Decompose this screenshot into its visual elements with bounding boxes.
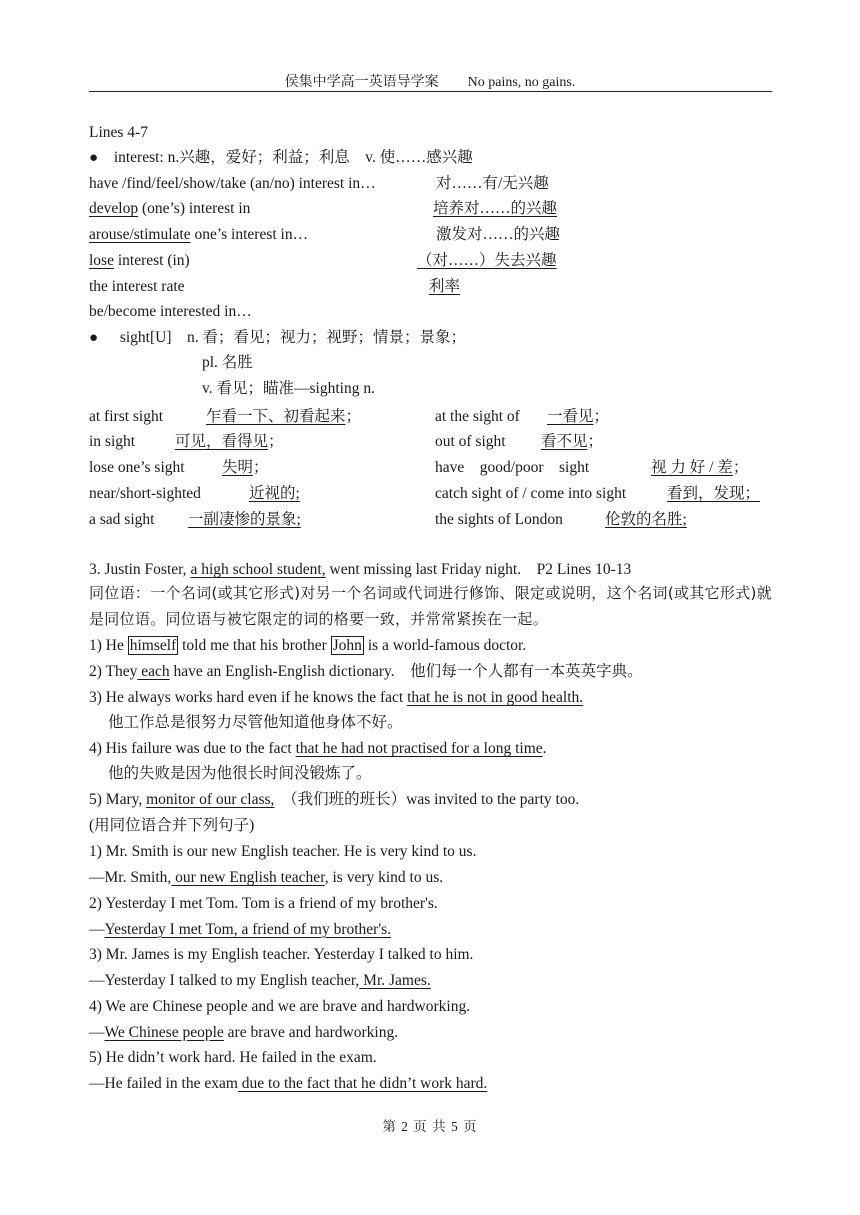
sight-meaning: 一看见 — [547, 408, 594, 425]
example-1 — [89, 636, 526, 656]
example-4-translation: 他的失败是因为他很长时间没锻炼了。 — [108, 765, 372, 782]
sight-meaning: 看不见 — [541, 433, 588, 450]
e2-a: 2) They — [89, 663, 138, 680]
answer-post: are brave and hardworking. — [223, 1023, 399, 1041]
answer-pre: —Yesterday I talked to my English teacher, — [89, 972, 360, 989]
sight-meaning-tail: ； — [345, 408, 362, 425]
phrase-text: (one’s) interest in — [138, 200, 251, 217]
sight-meaning-line — [667, 484, 760, 504]
answer-post: , is very kind to us. — [324, 869, 444, 886]
sight-phrase: lose one’s sight — [89, 459, 185, 476]
sight-plural-line: pl. 名胜 — [202, 354, 253, 371]
example-5 — [89, 790, 579, 810]
example-4 — [89, 739, 547, 759]
exercise-question: 1) Mr. Smith is our new English teacher. He is very kind to us. — [89, 843, 477, 860]
sight-phrase: catch sight of / come into sight — [435, 485, 627, 502]
interest-phrase — [89, 174, 376, 194]
sight-phrase: at first sight — [89, 408, 164, 425]
sight-phrase: out of sight — [435, 433, 506, 450]
bullet-icon: ● — [89, 330, 99, 346]
e1-a: 1) He — [89, 637, 128, 654]
phrase-text: interest (in) — [113, 252, 190, 269]
answer-pre: —He failed in the exam — [89, 1075, 238, 1092]
exercise-question: 2) Yesterday I met Tom. Tom is a friend of my brother's. — [89, 894, 438, 912]
interest-phrase — [89, 251, 190, 271]
example-3 — [89, 688, 583, 708]
exercise-answer — [89, 1074, 487, 1094]
sight-meaning-tail: ； — [732, 459, 749, 476]
exercise-answer — [89, 971, 431, 991]
sight-meaning-tail: ； — [593, 408, 610, 425]
interest-phrase — [89, 277, 185, 297]
interest-head-text: interest: n.兴趣，爱好；利益；利息 v. 使……感兴趣 — [113, 149, 473, 166]
q3-post: went missing last Friday night. P2 Lines 10-13 — [325, 561, 632, 578]
example-3-translation: 他工作总是很努力尽管他知道他身体不好。 — [108, 714, 403, 731]
e2-b: have an English-English dictionary. 他们每一个人都有一本英英字典。 — [169, 663, 643, 680]
sight-heading — [89, 328, 466, 348]
sight-meaning-line — [188, 510, 301, 530]
page-header — [0, 71, 860, 91]
sight-verb-line: v. 看见；瞄准—sighting n. — [202, 380, 375, 397]
sight-head-text: sight[U] n. 看；看见；视力；视野；情景；景象； — [119, 329, 466, 346]
answer-pre: — — [89, 1023, 105, 1041]
e4-a: 4) His failure was due to the fact — [89, 740, 296, 757]
sight-meaning-tail: ； — [268, 433, 284, 450]
answer-appositive: Yesterday I met Tom, a friend of my brother's. — [104, 920, 392, 938]
q3-sentence — [89, 560, 631, 580]
q3-pre: 3. Justin Foster, — [89, 561, 191, 578]
e1-c: is a world-famous doctor. — [363, 637, 527, 654]
sight-phrase: near/short-sighted — [89, 485, 201, 502]
bullet-icon: ● — [89, 150, 99, 166]
sight-meaning: 伦敦的名胜; — [605, 511, 687, 528]
sight-meaning: 看到，发现； — [667, 485, 761, 502]
sight-meaning: 可见，看得见 — [175, 433, 269, 450]
sight-meaning-line — [547, 407, 609, 427]
e5-a: 5) Mary, — [89, 791, 147, 808]
e5-b: （我们班的班长）was invited to the party too. — [274, 791, 580, 808]
sight-meaning: 近视的; — [249, 485, 300, 502]
header-motto: No pains, no gains. — [467, 75, 576, 90]
sight-meaning-tail: ； — [253, 459, 269, 476]
section-title: Lines 4-7 — [89, 124, 148, 141]
sight-phrase: at the sight of — [435, 408, 520, 425]
phrase-key-verb: develop — [89, 200, 139, 217]
answer-pre: — — [89, 920, 105, 938]
interest-meaning: 利率 — [429, 278, 461, 295]
exercise-question: 3) Mr. James is my English teacher. Yesterday I talked to him. — [89, 946, 474, 963]
sight-phrase: a sad sight — [89, 511, 155, 528]
sight-meaning-line — [541, 432, 603, 452]
page-footer: 第 2 页 共 5 页 — [382, 1119, 478, 1134]
exercise-question: 5) He didn’t work hard. He failed in the exam. — [89, 1049, 377, 1066]
answer-appositive: due to the fact that he didn’t work hard. — [237, 1075, 488, 1092]
sight-phrase: have good/poor sight — [435, 459, 590, 476]
exercise-instruction: (用同位语合并下列句子) — [89, 817, 255, 834]
phrase-key-verb: arouse/stimulate — [89, 226, 191, 243]
e2-u: each — [137, 663, 170, 680]
e1-boxed-himself: himself — [129, 637, 177, 654]
phrase-text: the interest rate — [89, 278, 185, 295]
e1-b: told me that his brother — [178, 637, 331, 654]
interest-meaning: 培养对……的兴趣 — [433, 200, 558, 217]
e3-a: 3) He always works hard even if he knows the fact — [89, 689, 408, 706]
answer-appositive: our new English teacher — [171, 869, 325, 886]
phrase-text: have /find/feel/show/take (an/no) interest in… — [89, 175, 376, 192]
interest-phrase — [89, 199, 250, 219]
e4-b: . — [542, 740, 547, 757]
phrase-text: one’s interest in… — [190, 226, 309, 243]
exercise-answer — [89, 868, 443, 888]
interest-meaning: 激发对……的兴趣 — [436, 226, 561, 243]
sight-meaning: 视 力 好 / 差 — [651, 459, 733, 476]
answer-appositive: We Chinese people — [104, 1023, 224, 1041]
interest-meaning: 对……有/无兴趣 — [436, 175, 549, 192]
sight-meaning: 一副凄惨的景象; — [188, 511, 301, 528]
header-rule — [89, 91, 772, 92]
e5-u: monitor of our class, — [146, 791, 275, 808]
interest-phrase — [89, 225, 308, 245]
sight-meaning: 乍看一下、初看起来 — [206, 408, 346, 425]
sight-meaning-line — [605, 510, 687, 530]
e1-boxed-john: John — [332, 637, 362, 654]
example-2 — [89, 662, 643, 682]
sight-meaning-line — [222, 458, 269, 478]
sight-meaning-line — [175, 432, 284, 452]
exercise-answer — [89, 1023, 398, 1043]
exercise-answer — [89, 920, 391, 940]
sight-meaning-line — [249, 484, 300, 504]
interest-heading — [89, 148, 473, 168]
e3-u: that he is not in good health. — [407, 689, 584, 706]
answer-appositive: Mr. James. — [359, 972, 431, 989]
interest-last-line: be/become interested in… — [89, 303, 252, 320]
sight-meaning-line — [206, 407, 361, 427]
header-school: 侯集中学高一英语导学案 — [284, 75, 439, 90]
sight-phrase: in sight — [89, 433, 136, 450]
appositive-definition: 同位语：一个名词(或其它形式)对另一个名词或代词进行修饰、限定或说明，这个名词(或其它形式)就是同位语。同位语与被它限定的词的格要一致，并常常紧挨在一起。 — [89, 584, 772, 628]
exercise-question: 4) We are Chinese people and we are brave and hardworking. — [89, 997, 471, 1015]
sight-meaning-line — [651, 458, 748, 478]
interest-meaning: （对……）失去兴趣 — [417, 252, 557, 269]
phrase-key-verb: lose — [89, 252, 114, 269]
e4-u: that he had not practised for a long time — [295, 740, 543, 757]
sight-meaning-tail: ； — [587, 433, 604, 450]
sight-phrase: the sights of London — [435, 511, 563, 528]
answer-pre: —Mr. Smith, — [89, 869, 172, 886]
sight-meaning: 失明 — [222, 459, 254, 476]
q3-appositive: a high school student, — [190, 561, 326, 578]
